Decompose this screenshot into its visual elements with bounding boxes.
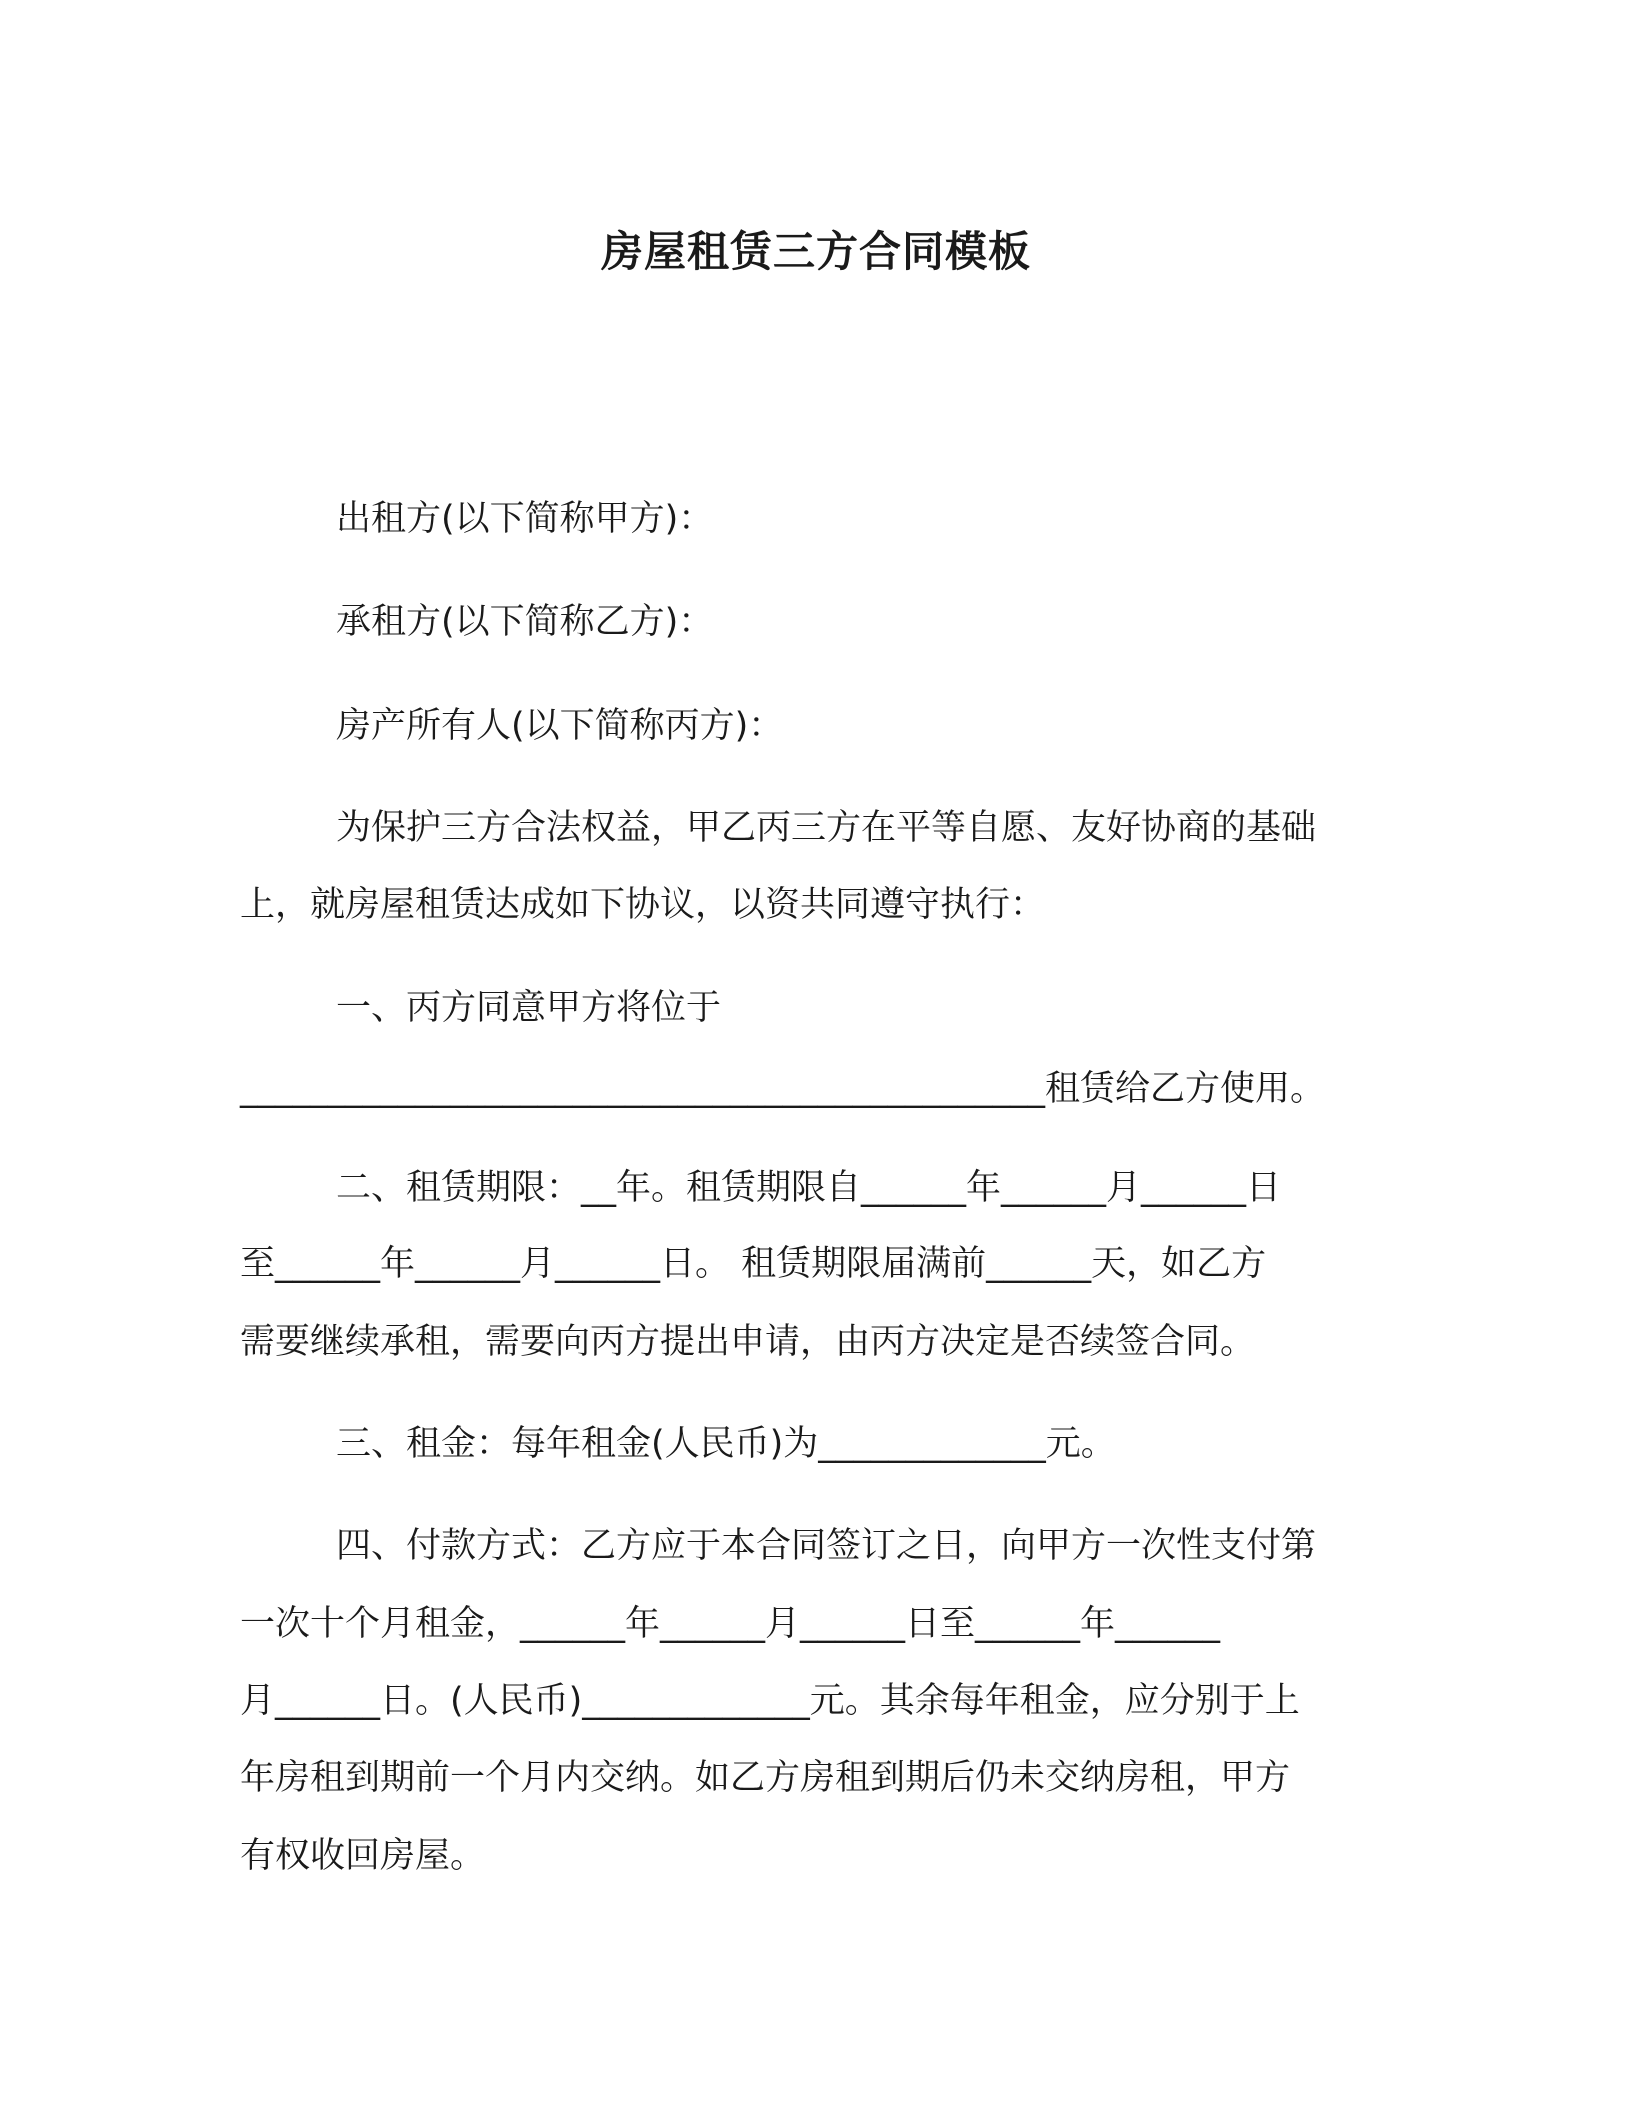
document-title: 房屋租赁三方合同模板 [600,227,1031,276]
clause4-line-5: 有权收回房屋。 [240,1836,486,1876]
clause4-line-3: 月______日。(人民币)_____________元。其余每年租金，应分别于上 [240,1681,1300,1721]
clause1-line-1: 一、丙方同意甲方将位于 [336,988,722,1028]
clause4-line-4: 年房租到期前一个月内交纳。如乙方房租到期后仍未交纳房租，甲方 [240,1758,1291,1798]
clause4-line-2: 一次十个月租金，______年______月______日至______年______ [240,1604,1221,1644]
clause2-line-2: 至______年______月______日。 租赁期限届满前______天，如乙方 [240,1244,1267,1284]
clause2-line-1: 二、租赁期限：__年。租赁期限自______年______月______日 [336,1168,1282,1208]
preamble-line-1: 为保护三方合法权益，甲乙丙三方在平等自愿、友好协商的基础 [336,808,1317,848]
preamble-line-2: 上，就房屋租赁达成如下协议，以资共同遵守执行： [240,885,1046,925]
clause1-line-2: ______________________________________________租赁给乙方使用。 [240,1069,1326,1109]
clause3-line-1: 三、租金：每年租金(人民币)为_____________元。 [336,1424,1116,1464]
party-lessor: 出租方(以下简称甲方)： [336,499,714,539]
clause4-line-1: 四、付款方式：乙方应于本合同签订之日，向甲方一次性支付第 [336,1526,1317,1566]
party-owner: 房产所有人(以下简称丙方)： [336,706,784,746]
clause2-line-3: 需要继续承租，需要向丙方提出申请，由丙方决定是否续签合同。 [240,1322,1256,1362]
party-lessee: 承租方(以下简称乙方)： [336,602,714,642]
